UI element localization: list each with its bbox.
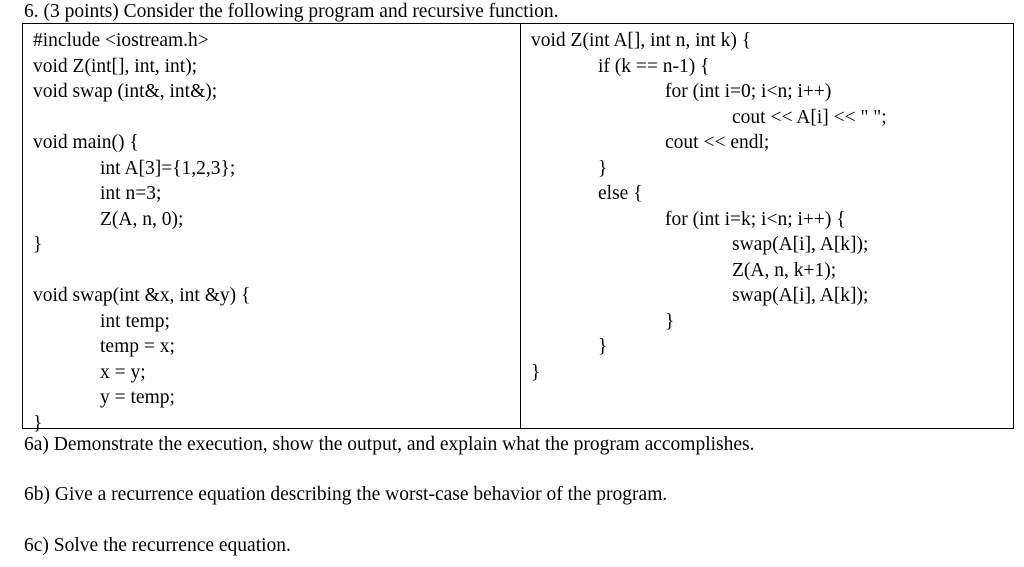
question-6b: 6b) Give a recurrence equation describing the worst-case behavior of the program. bbox=[24, 484, 668, 505]
code-table bbox=[22, 23, 1014, 434]
main-program-code-line: y = temp; bbox=[100, 387, 175, 408]
recursive-function-code-line: } bbox=[598, 336, 608, 357]
recursive-function-code-line: } bbox=[665, 310, 675, 332]
main-program-code-line: Z(A, n, 0); bbox=[100, 208, 184, 230]
recursive-function-code-line: swap(A[i], A[k]); bbox=[732, 234, 869, 255]
recursive-function-code-line: swap(A[i], A[k]); bbox=[732, 285, 869, 306]
recursive-function-code-line: } bbox=[531, 361, 541, 383]
main-program-code-line: temp = x; bbox=[100, 336, 175, 357]
recursive-function-code-line: Z(A, n, k+1); bbox=[732, 259, 837, 281]
main-program-code-line: void Z(int[], int, int); bbox=[33, 55, 198, 77]
recursive-function-code-line: void Z(int A[], int n, int k) { bbox=[531, 30, 752, 51]
main-program-code-line: } bbox=[33, 234, 43, 255]
main-program-code-line: int temp; bbox=[100, 310, 170, 332]
main-program-code-line: x = y; bbox=[100, 361, 146, 383]
main-program-code-line bbox=[33, 105, 250, 131]
column-divider bbox=[520, 24, 521, 428]
recursive-function-code-line: for (int i=0; i<n; i++) bbox=[665, 81, 832, 102]
main-program-code-line: int n=3; bbox=[100, 183, 162, 204]
main-program-code-line: #include <iostream.h> bbox=[33, 30, 209, 51]
recursive-function-code-line: cout << A[i] << " "; bbox=[732, 106, 887, 128]
main-program-code-line: void main() { bbox=[33, 132, 139, 153]
recursive-function-code-line: } bbox=[598, 157, 608, 179]
recursive-function-code-line: if (k == n-1) { bbox=[598, 55, 710, 77]
main-program-code-line bbox=[33, 258, 250, 284]
recursive-function-code-line: else { bbox=[598, 183, 643, 204]
main-program-code-line: int A[3]={1,2,3}; bbox=[100, 157, 236, 179]
question-heading: 6. (3 points) Consider the following program and recursive function. bbox=[24, 1, 559, 22]
main-program-code-line: } bbox=[33, 412, 43, 434]
recursive-function-code-line: cout << endl; bbox=[665, 132, 770, 153]
main-program-code-line: void swap(int &x, int &y) { bbox=[33, 285, 251, 306]
question-6c: 6c) Solve the recurrence equation. bbox=[24, 535, 291, 556]
question-6a: 6a) Demonstrate the execution, show the output, and explain what the program accomplishes. bbox=[24, 434, 755, 455]
main-program-column bbox=[33, 28, 250, 436]
recursive-function-column bbox=[531, 28, 887, 385]
main-program-code-line: void swap (int&, int&); bbox=[33, 81, 218, 102]
recursive-function-code-line: for (int i=k; i<n; i++) { bbox=[665, 208, 846, 230]
